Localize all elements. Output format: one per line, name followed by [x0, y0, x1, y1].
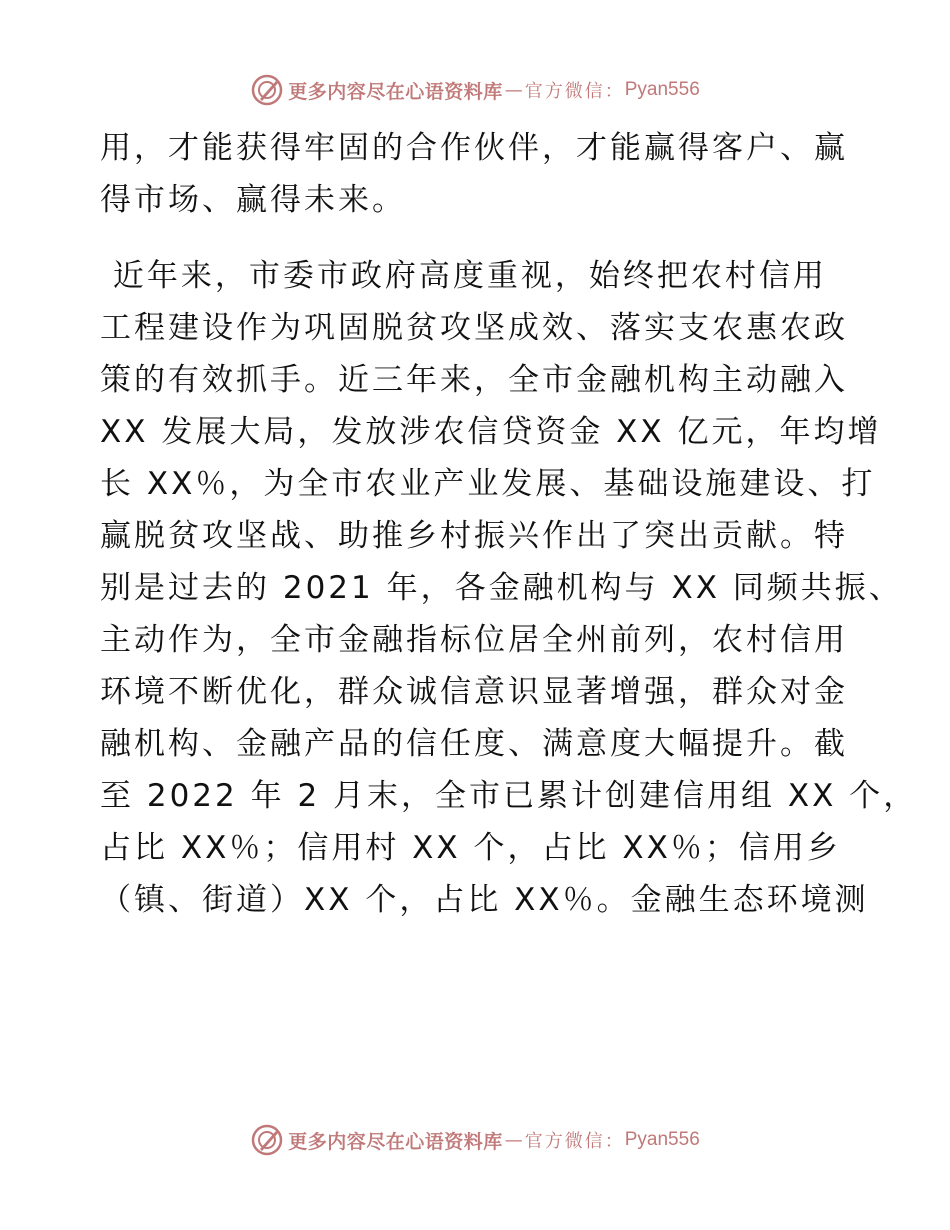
text-line: 长 XX％，为全市农业产业发展、基础设施建设、打 [100, 466, 876, 502]
watermark-wechat-id: Pyan556 [624, 1129, 700, 1150]
document-body [100, 122, 918, 926]
text-line: 策的有效抓手。近三年来，全市金融机构主动融入 [100, 362, 848, 398]
text-line: 融机构、金融产品的信任度、满意度大幅提升。截 [100, 726, 848, 762]
text-line: 主动作为，全市金融指标位居全州前列，农村信用 [100, 622, 848, 658]
text-line: 工程建设作为巩固脱贫攻坚成效、落实支农惠农政 [100, 310, 848, 346]
watermark-wechat-id: Pyan556 [624, 79, 700, 100]
text-line: XX 发展大局，发放涉农信贷资金 XX 亿元，年均增 [100, 414, 882, 450]
text-line: 别是过去的 2021 年，各金融机构与 XX 同频共振、 [100, 570, 903, 606]
watermark-logo-icon [250, 1123, 284, 1157]
text-line: （镇、街道）XX 个，占比 XX％。金融生态环境测 [100, 882, 869, 918]
text-line: 至 2022 年 2 月末，全市已累计创建信用组 XX 个， [100, 778, 918, 814]
text-line: 赢脱贫攻坚战、助推乡村振兴作出了突出贡献。特 [100, 518, 848, 554]
watermark-dash: — [504, 1129, 523, 1151]
text-line: 近年来，市委市政府高度重视，始终把农村信用 [100, 258, 827, 294]
text-line: 占比 XX％；信用村 XX 个，占比 XX％；信用乡 [100, 830, 841, 866]
paragraph-2 [100, 250, 918, 926]
watermark-title: 更多内容尽在心语资料库 [288, 1130, 503, 1153]
watermark-logo-icon [250, 73, 284, 107]
watermark-footer [0, 1120, 950, 1160]
watermark-official-label: 官方微信： [524, 1131, 625, 1152]
watermark-title: 更多内容尽在心语资料库 [288, 80, 503, 103]
watermark-dash: — [504, 79, 523, 101]
watermark-official-label: 官方微信： [524, 81, 625, 102]
watermark-header [0, 70, 950, 110]
text-line: 环境不断优化，群众诚信意识显著增强，群众对金 [100, 674, 848, 710]
paragraph-1 [100, 122, 860, 226]
text-line: 得市场、赢得未来。 [100, 182, 406, 218]
text-line: 用，才能获得牢固的合作伙伴，才能赢得客户、赢 [100, 130, 848, 166]
